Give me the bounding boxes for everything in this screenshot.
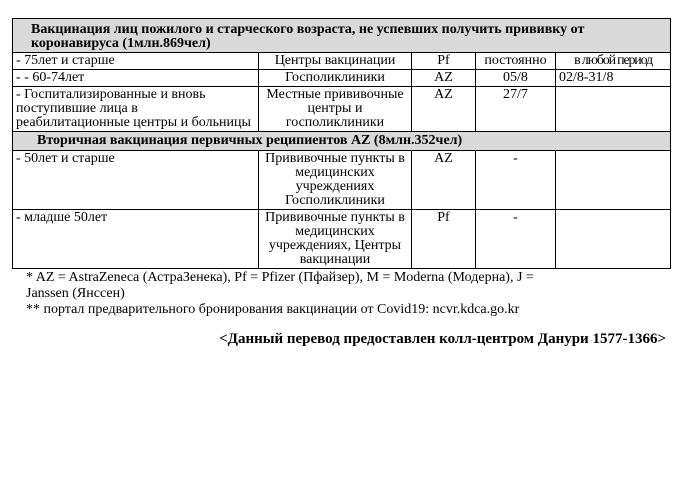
period-cell: [556, 151, 671, 210]
center-cell: Прививочные пункты в медицинских учреждениях Госполиклиники: [259, 151, 412, 210]
center-cell: Прививочные пункты в медицинских учреждениях, Центры вакцинации: [259, 210, 412, 269]
table-row: [13, 210, 671, 269]
section-1-header: [13, 19, 671, 53]
footnote-2: ** портал предварительного бронирования вакцинации от Covid19: ncvr.kdca.go.kr: [26, 302, 520, 317]
period-cell: [556, 210, 671, 269]
section-2-header: [13, 132, 671, 151]
vaccination-table: [12, 18, 671, 269]
vaccine-cell: Pf: [412, 210, 476, 269]
portal-cell: -: [476, 151, 556, 210]
vaccine-cell: Pf: [412, 53, 476, 70]
center-cell: Центры вакцинации: [259, 53, 412, 70]
vaccine-cell: AZ: [412, 151, 476, 210]
section-2-title: Вторичная вакцинация первичных реципиентов AZ (8млн.352чел): [13, 132, 671, 151]
portal-cell: 27/7: [476, 87, 556, 132]
translation-credit: <Данный перевод предоставлен колл-центром Данури 1577-1366>: [219, 331, 666, 347]
group-cell: - 50лет и старше: [13, 151, 259, 210]
period-cell: в любой период: [556, 53, 671, 70]
table-row: [13, 87, 671, 132]
center-cell: Госполиклиники: [259, 70, 412, 87]
vaccine-cell: AZ: [412, 87, 476, 132]
portal-cell: постоянно: [476, 53, 556, 70]
portal-cell: 05/8: [476, 70, 556, 87]
table-row: [13, 53, 671, 70]
section-1-title: Вакцинация лиц пожилого и старческого возраста, не успевших получить прививку от коронавируса (1млн.869чел): [13, 19, 671, 53]
group-cell: - младше 50лет: [13, 210, 259, 269]
page: [12, 18, 670, 348]
portal-cell: -: [476, 210, 556, 269]
table-row: [13, 151, 671, 210]
vaccine-cell: AZ: [412, 70, 476, 87]
group-cell: - - 60-74лет: [13, 70, 259, 87]
footnote-1-line-1: * AZ = AstraZeneca (АстраЗенека), Pf = Pfizer (Пфайзер), M = Moderna (Модерна), J =: [26, 270, 534, 285]
period-cell: [556, 87, 671, 132]
group-cell: - 75лет и старше: [13, 53, 259, 70]
group-cell: - Госпитализированные и вновь поступившие лица в реабилитационные центры и больницы: [13, 87, 259, 132]
period-cell: 02/8-31/8: [556, 70, 671, 87]
footnotes: [12, 270, 670, 318]
center-cell: Местные прививочные центры и госполиклиники: [259, 87, 412, 132]
table-row: [13, 70, 671, 87]
footnote-1-line-2: Janssen (Янссен): [26, 286, 125, 301]
